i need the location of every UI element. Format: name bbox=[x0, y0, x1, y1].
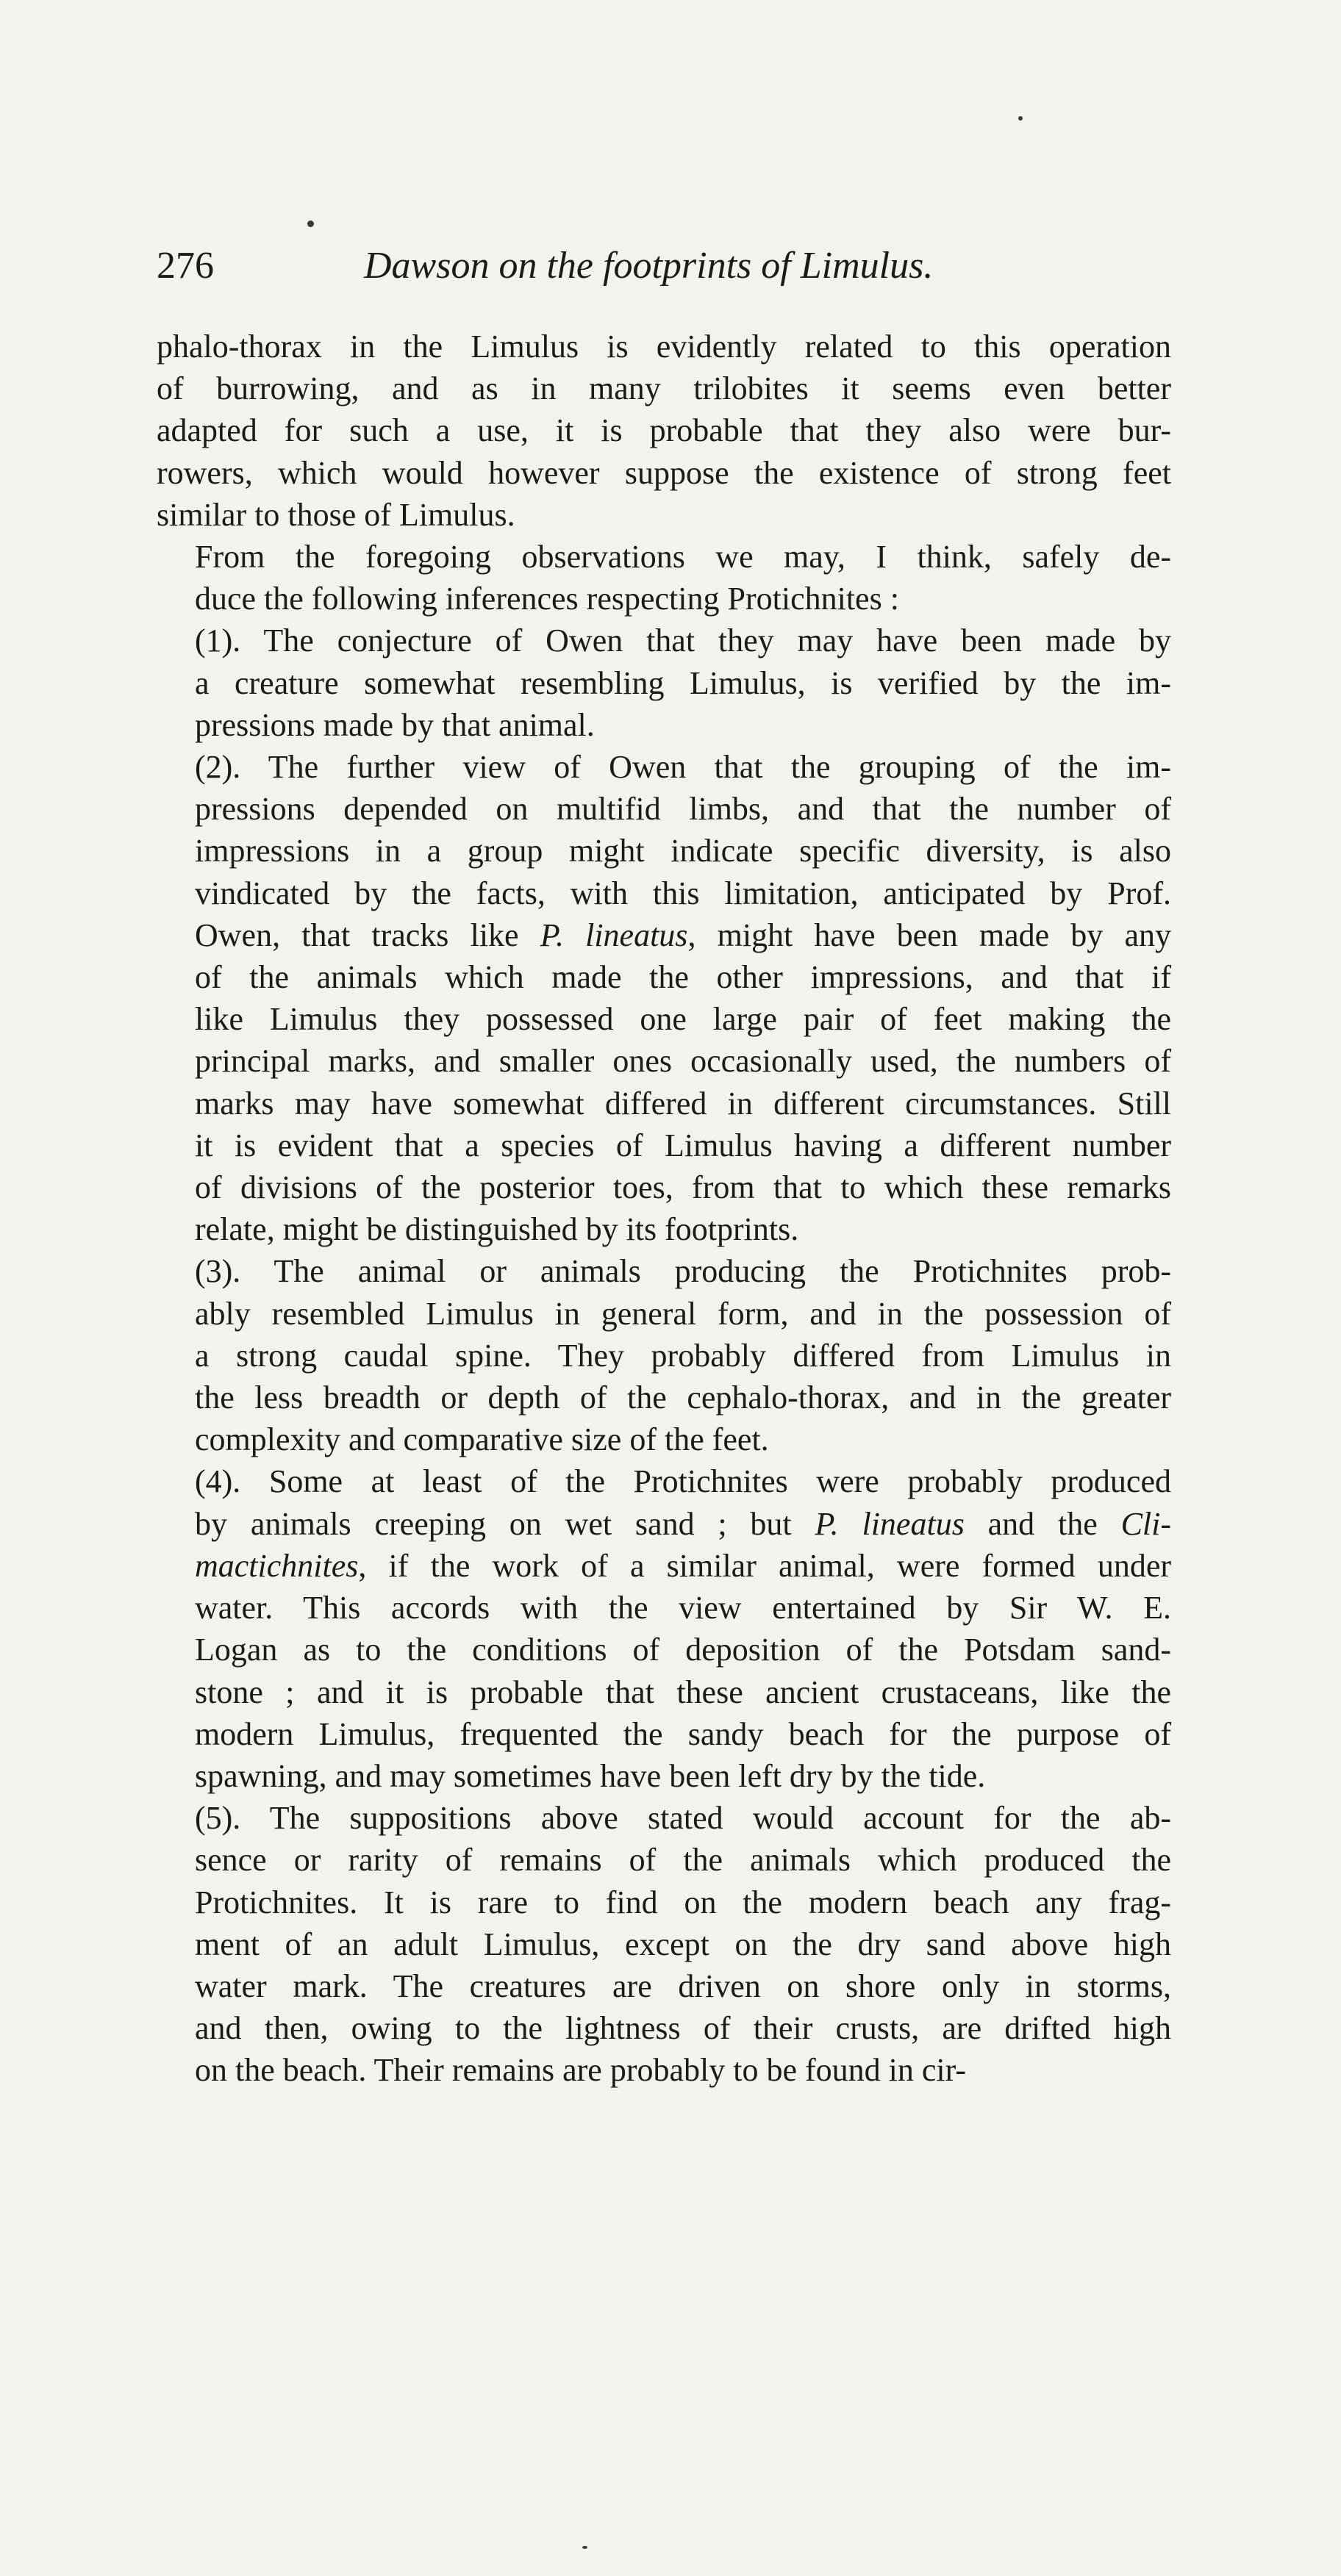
paragraph bbox=[157, 1797, 1171, 2091]
text-line: by animals creeping on wet sand ; but P. lineatus and the Cli- bbox=[195, 1505, 1172, 1542]
paragraph bbox=[157, 1250, 1171, 1460]
paragraph bbox=[157, 326, 1171, 536]
text-line: ment of an adult Limulus, except on the dry sand above high bbox=[195, 1926, 1171, 1962]
text-line: spawning, and may sometimes have been left dry by the tide. bbox=[195, 1757, 986, 1794]
print-speck-header bbox=[307, 220, 314, 227]
text-line: principal marks, and smaller ones occasionally used, the numbers of bbox=[195, 1043, 1171, 1080]
text-line: water mark. The creatures are driven on shore only in storms, bbox=[195, 1967, 1171, 2004]
paragraph bbox=[157, 746, 1171, 1250]
text-line: (5). The suppositions above stated would account for the ab- bbox=[195, 1800, 1171, 1837]
text-line: pressions depended on multifid limbs, and that the number of bbox=[195, 791, 1171, 828]
text-line: modern Limulus, frequented the sandy beach for the purpose of bbox=[195, 1715, 1171, 1752]
print-speck-top bbox=[1018, 116, 1023, 121]
text-line: water. This accords with the view entertained by Sir W. E. bbox=[195, 1590, 1171, 1626]
text-line: mactichnites, if the work of a similar animal, were formed under bbox=[195, 1547, 1171, 1584]
body-text bbox=[157, 326, 1171, 2092]
text-line: (3). The animal or animals producing the Protichnites prob- bbox=[195, 1253, 1171, 1290]
text-line: of divisions of the posterior toes, from that to which these remarks bbox=[195, 1169, 1171, 1206]
text-line: Protichnites. It is rare to find on the modern beach any frag- bbox=[195, 1884, 1171, 1920]
text-line: (1). The conjecture of Owen that they may have been made by bbox=[195, 623, 1171, 659]
text-line: (4). Some at least of the Protichnites were probably produced bbox=[195, 1463, 1171, 1500]
text-line: similar to those of Limulus. bbox=[157, 496, 515, 533]
text-line: ably resembled Limulus in general form, and in the possession of bbox=[195, 1295, 1171, 1332]
text-line: From the foregoing observations we may, I think, safely de- bbox=[195, 539, 1171, 575]
text-line: (2). The further view of Owen that the grouping of the im- bbox=[195, 749, 1171, 786]
text-line: adapted for such a use, it is probable that they also were bur- bbox=[157, 412, 1171, 449]
text-line: and then, owing to the lightness of their crusts, are drifted high bbox=[195, 2010, 1171, 2047]
text-line: the less breadth or depth of the cephalo-thorax, and in the greater bbox=[195, 1380, 1171, 1416]
paragraph bbox=[157, 536, 1171, 620]
running-head: Dawson on the footprints of Limulus. bbox=[364, 245, 934, 287]
text-line: complexity and comparative size of the feet. bbox=[195, 1421, 769, 1458]
text-line: on the beach. Their remains are probably to be found in cir- bbox=[195, 2052, 967, 2089]
text-line: duce the following inferences respecting Protichnites : bbox=[195, 581, 899, 617]
page-number: 276 bbox=[157, 245, 214, 287]
paragraph bbox=[157, 620, 1171, 746]
text-line: phalo-thorax in the Limulus is evidently related to this operation bbox=[157, 329, 1171, 365]
text-line: pressions made by that animal. bbox=[195, 706, 595, 743]
text-line: rowers, which would however suppose the existence of strong feet bbox=[157, 454, 1171, 491]
text-line: sence or rarity of remains of the animals which produced the bbox=[195, 1842, 1171, 1879]
text-line: relate, might be distinguished by its footprints. bbox=[195, 1211, 799, 1248]
text-line: like Limulus they possessed one large pair of feet making the bbox=[195, 1001, 1171, 1038]
page-header bbox=[157, 237, 1186, 295]
text-line: a creature somewhat resembling Limulus, is verified by the im- bbox=[195, 664, 1171, 701]
text-line: Owen, that tracks like P. lineatus, might have been made by any bbox=[195, 916, 1171, 953]
text-line: impressions in a group might indicate specific diversity, is also bbox=[195, 833, 1171, 869]
paragraph bbox=[157, 1460, 1171, 1797]
text-line: it is evident that a species of Limulus having a different number bbox=[195, 1127, 1171, 1163]
text-line: Logan as to the conditions of deposition of the Potsdam sand- bbox=[195, 1632, 1171, 1668]
text-line: stone ; and it is probable that these ancient crustaceans, like the bbox=[195, 1673, 1171, 1710]
text-line: vindicated by the facts, with this limitation, anticipated by Prof. bbox=[195, 875, 1171, 911]
text-line: a strong caudal spine. They probably differed from Limulus in bbox=[195, 1337, 1171, 1374]
print-speck-bottom bbox=[582, 2546, 587, 2549]
text-line: marks may have somewhat differed in different circumstances. Still bbox=[195, 1085, 1171, 1122]
text-line: of the animals which made the other impressions, and that if bbox=[195, 959, 1171, 996]
text-line: of burrowing, and as in many trilobites it seems even better bbox=[157, 370, 1171, 407]
